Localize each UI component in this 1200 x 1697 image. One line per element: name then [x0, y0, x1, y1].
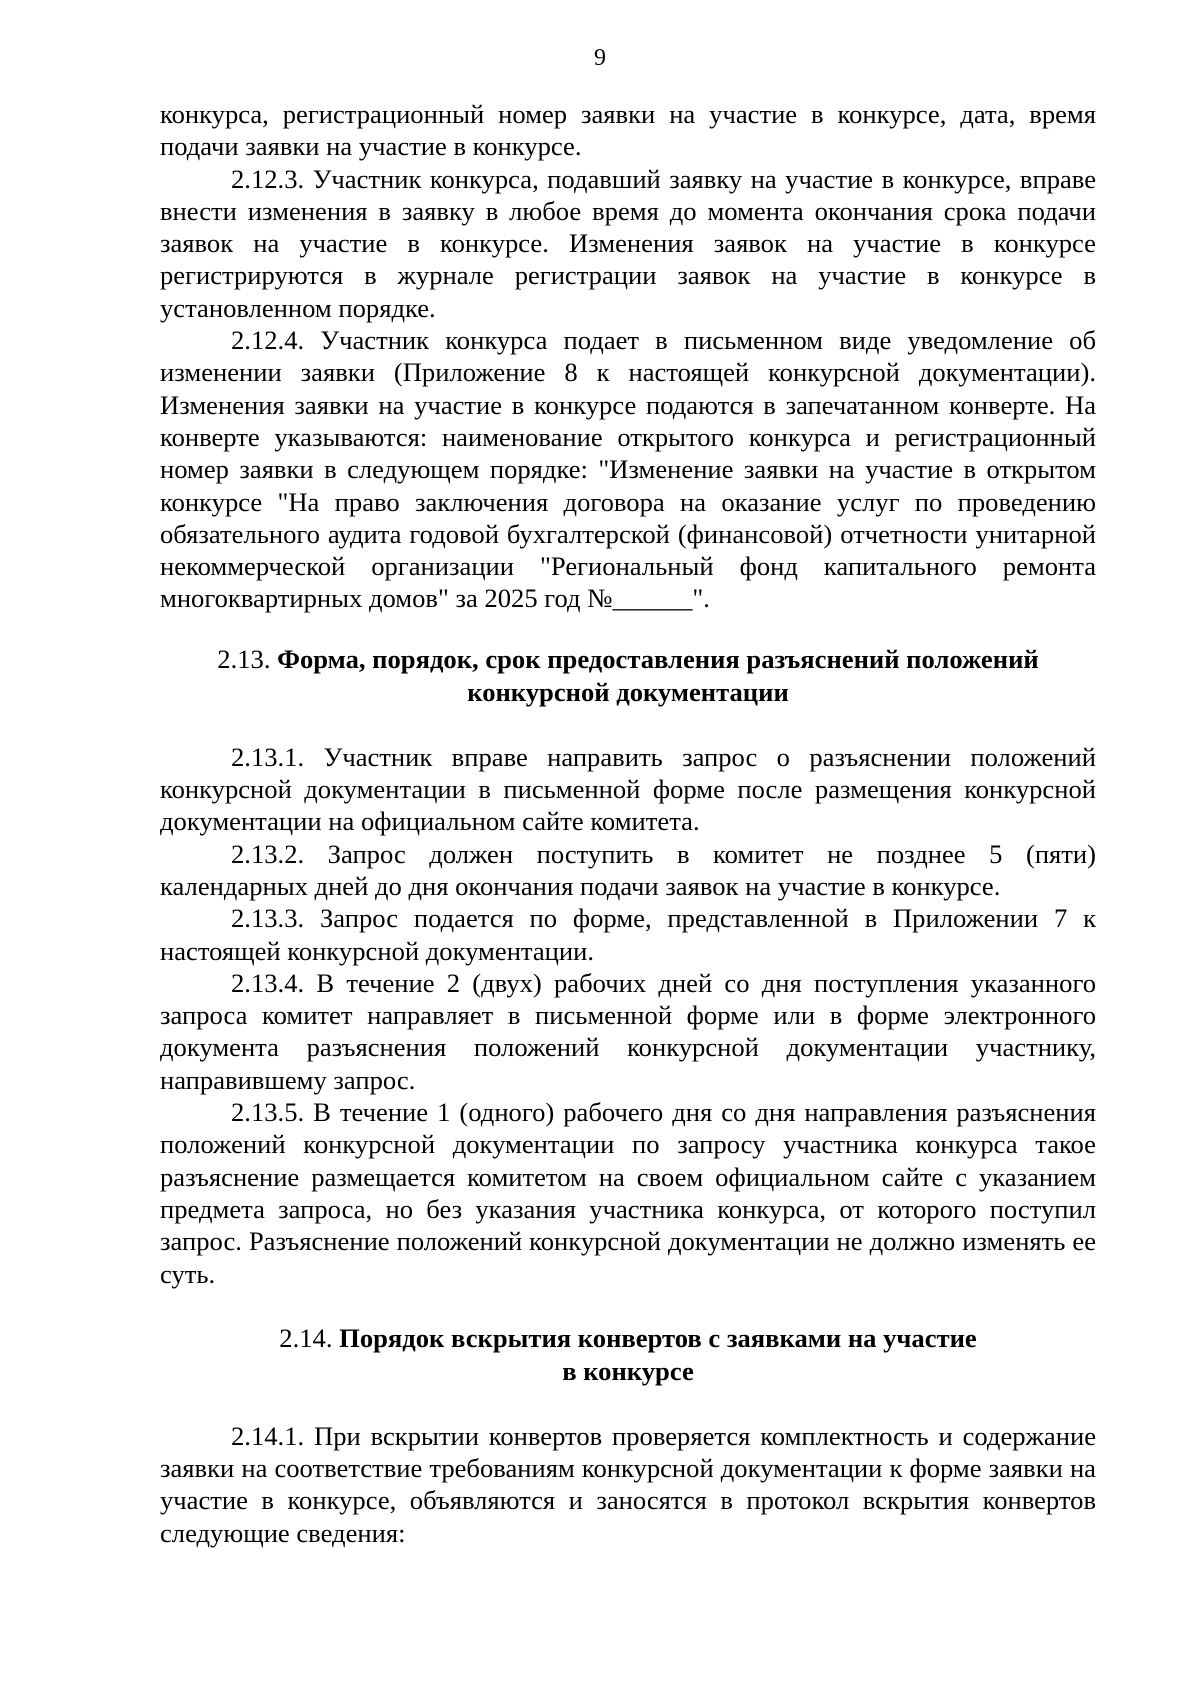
- section-title-continued: конкурсной документации: [467, 676, 789, 707]
- section-heading-2-13: [160, 643, 1096, 709]
- paragraph-2-13-3: 2.13.3. Запрос подается по форме, представленной в Приложении 7 к настоящей конкурсной документации.: [160, 903, 1096, 966]
- section-title-continued: в конкурсе: [562, 1355, 694, 1386]
- document-body: [160, 98, 1096, 1549]
- section-title: Форма, порядок, срок предоставления разъяснений положений: [277, 643, 1039, 674]
- paragraph-2-13-5: 2.13.5. В течение 1 (одного) рабочего дня со дня направления разъяснения положений конкурсной документации по запросу участника конкурса такое разъяснение размещается комитетом на своем официальном сайте с указанием предмета запроса, но без указания участника конкурса, от которого поступил запрос. Разъяснение положений конкурсной документации не должно изменять ее суть.: [160, 1097, 1096, 1289]
- paragraph-continuation: конкурса, регистрационный номер заявки на участие в конкурсе, дата, время подачи заявки на участие в конкурсе.: [160, 99, 1096, 162]
- section-heading-2-14: [160, 1322, 1096, 1388]
- section-number: 2.14.: [279, 1322, 333, 1353]
- paragraph-2-12-3: 2.12.3. Участник конкурса, подавший заявку на участие в конкурсе, вправе внести изменения в заявку в любое время до момента окончания срока подачи заявок на участие в конкурсе. Изменения заявок на участие в конкурсе регистрируются в журнале регистрации заявок на участие в конкурсе в установленном порядке.: [160, 163, 1096, 323]
- paragraph-2-13-2: 2.13.2. Запрос должен поступить в комитет не позднее 5 (пяти) календарных дней до дня окончания подачи заявок на участие в конкурсе.: [160, 838, 1096, 901]
- paragraph-2-13-1: 2.13.1. Участник вправе направить запрос о разъяснении положений конкурсной документации в письменной форме после размещения конкурсной документации на официальном сайте комитета.: [160, 741, 1096, 837]
- paragraph-2-12-4: 2.12.4. Участник конкурса подает в письменном виде уведомление об изменении заявки (Приложение 8 к настоящей конкурсной документации). Изменения заявки на участие в конкурсе подаются в запечатанном конверте. На конверте указываются: наименование открытого конкурса и регистрационный номер заявки в следующем порядке: "Изменение заявки на участие в открытом конкурсе "На право заключения договора на оказание услуг по проведению обязательного аудита годовой бухгалтерской (финансовой) отчетности унитарной некоммерческой организации "Региональный фонд капитального ремонта многоквартирных домов" за 2025 год №______".: [160, 325, 1096, 614]
- section-number: 2.13.: [217, 643, 271, 674]
- section-title: Порядок вскрытия конвертов с заявками на участие: [339, 1322, 977, 1353]
- paragraph-2-14-1: 2.14.1. При вскрытии конвертов проверяется комплектность и содержание заявки на соответствие требованиям конкурсной документации к форме заявки на участие в конкурсе, объявляются и заносятся в протокол вскрытия конвертов следующие сведения:: [160, 1420, 1096, 1548]
- paragraph-2-13-4: 2.13.4. В течение 2 (двух) рабочих дней со дня поступления указанного запроса комитет направляет в письменной форме или в форме электронного документа разъяснения положений конкурсной документации участнику, направившему запрос.: [160, 967, 1096, 1095]
- page-number: 9: [594, 45, 606, 71]
